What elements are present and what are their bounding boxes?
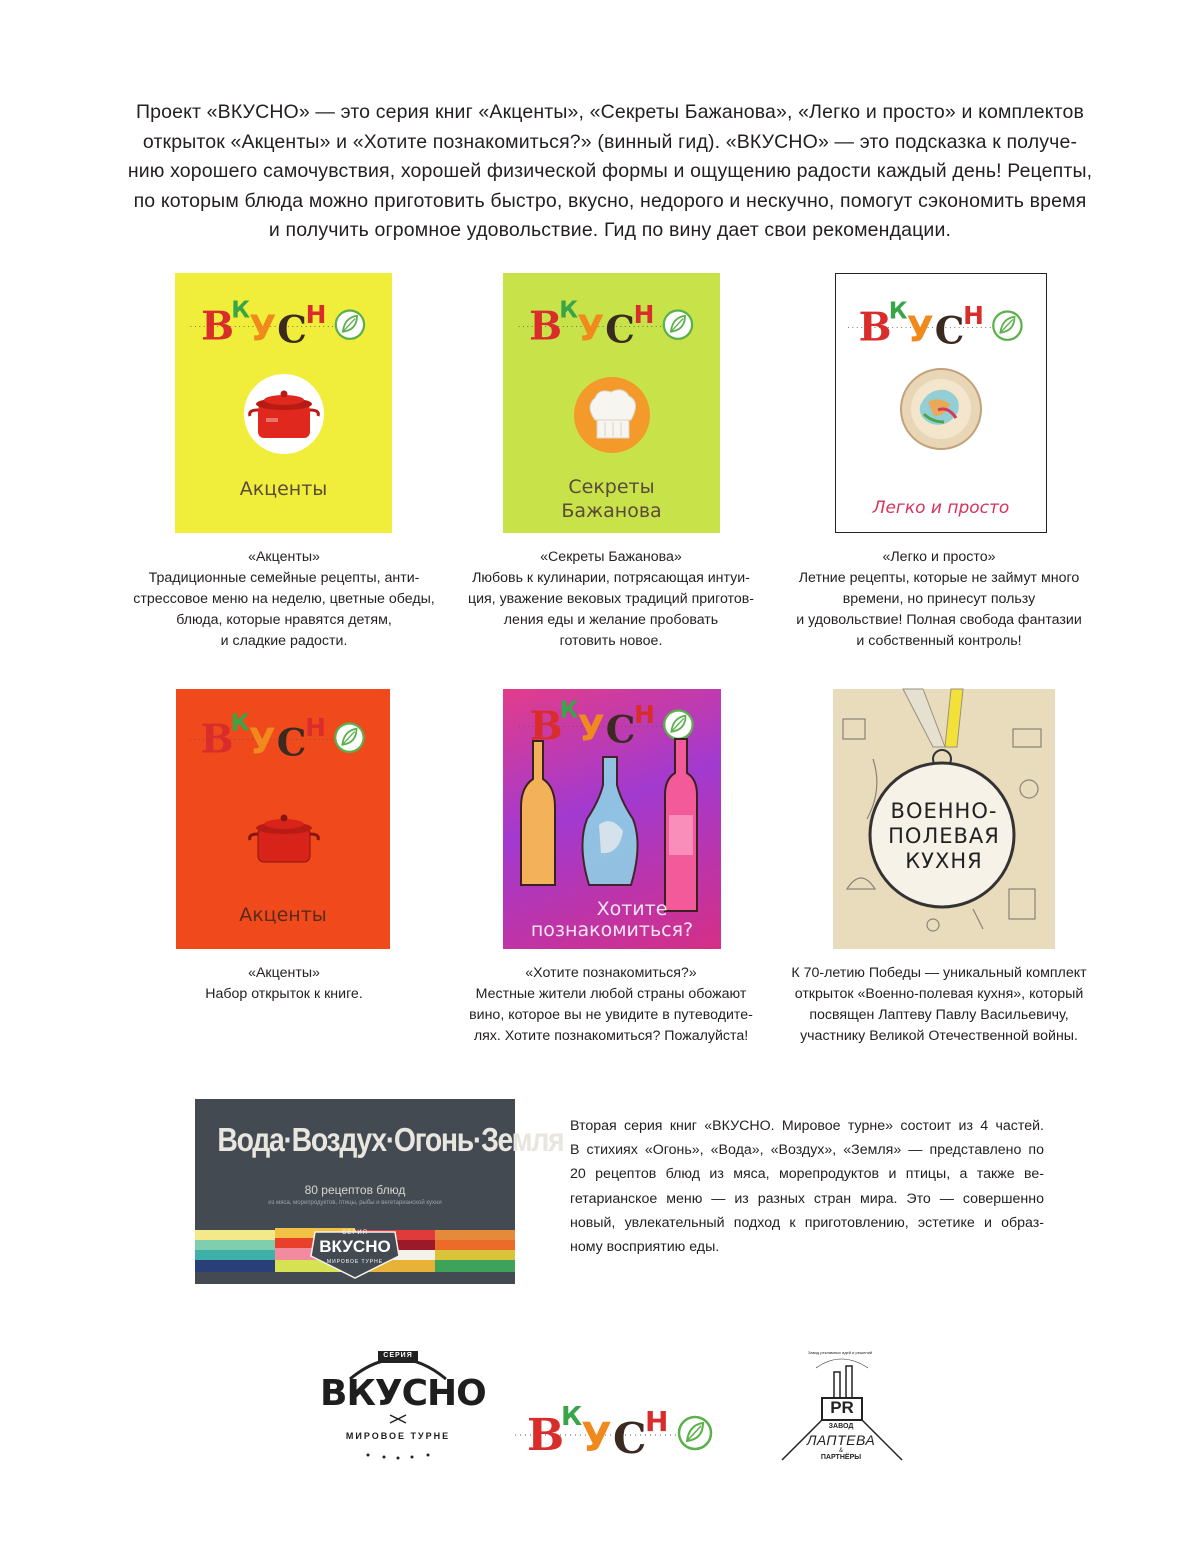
caption-title: «Акценты» [248,549,320,565]
caption-line: стрессовое меню на неделю, цветные обеды, [133,591,435,607]
caption-line: вино, которое вы не увидите в путеводите- [469,1007,753,1023]
caption-line: Любовь к кулинарии, потрясающая интуи- [472,570,750,586]
caption-title: «Акценты» [248,965,320,981]
caption-legko [779,547,1099,652]
cover-legko [835,273,1047,533]
cover-title [833,799,1055,874]
description-line: Вторая серия книг «ВКУСНО. Мировое турне» состоит из 4 частей. [570,1118,1044,1134]
cover-war-kitchen [833,689,1055,949]
logo-pr-name: ЛАПТЕВА [806,1432,876,1448]
cover-title-line: ВОЕННО- [890,799,998,823]
caption-line: Летние рецепты, которые не займут много [798,570,1080,586]
cover-title: Акценты [239,904,327,926]
caption-line: Традиционные семейные рецепты, анти- [148,570,420,586]
logo-pr-main: PR [830,1398,854,1417]
vkusno-logo [175,291,392,353]
description-line: В стихиях «Огонь», «Вода», «Воздух», «Земля» — представлено по [570,1142,1044,1159]
caption-line: лях. Хотите познакомиться? Пожалуйста! [473,1028,749,1044]
caption-war-kitchen [779,963,1099,1047]
caption-line: и сладкие радости. [220,633,348,649]
world-tour-description [570,1114,1044,1259]
plate-illustration [898,366,984,452]
logo-world-tour [320,1345,486,1465]
intro-line: и получить огромное удовольствие. Гид по вину дает свои рекомендации. [268,219,952,241]
caption-aktsenty-cards [124,963,444,1005]
cover-title-line: КУХНЯ [905,849,983,873]
logo-pr-arc: Завод рекламных идей и решений [807,1350,873,1355]
cover-title-line: ПОЛЕВАЯ [888,824,1000,848]
banner-badge-bottom: МИРОВОЕ ТУРНЕ [326,1259,384,1265]
logo-world-tour-top: СЕРИЯ [383,1352,413,1359]
pot-icon [243,797,325,879]
cover-aktsenty-book [175,273,392,533]
vkusno-logo [836,292,1046,354]
logo-world-tour-main: ВКУСНО [320,1373,486,1414]
cover-title: Легко и просто [872,498,1010,518]
caption-bazhanov [451,547,771,652]
intro-paragraph [100,98,1120,246]
logo-pr-zavod [776,1348,906,1468]
caption-title: «Легко и просто» [882,549,996,565]
intro-line: Проект «ВКУСНО» — это серия книг «Акценты», «Секреты Бажанова», «Легко и просто» и комплектов [135,101,1085,123]
caption-wine [451,963,771,1047]
banner-title: Вода·Воздух·Огонь·Земля [217,1121,564,1158]
caption-line: блюда, которые нравятся детям, [176,612,392,628]
cover-title [503,899,721,941]
vkusno-logo [503,291,720,353]
cover-title-line: Секреты [568,476,655,498]
caption-title: «Хотите познакомиться?» [525,965,697,981]
intro-line: по которым блюда можно приготовить быстро, вкусно, недорого и нескучно, помогут сэкономить время [133,189,1087,212]
banner-badge-main: ВКУСНО [319,1237,391,1256]
chef-hat-icon [573,376,651,454]
banner-subtitle: 80 рецептов блюд [304,1183,406,1197]
caption-line: участнику Великой Отечественной войны. [800,1028,1078,1044]
caption-line: Набор открыток к книге. [205,986,363,1002]
cover-wine [503,689,721,949]
caption-line: готовить новое. [559,633,663,649]
logo-world-tour-bottom: МИРОВОЕ ТУРНЕ [345,1431,451,1441]
description-line: новый, увлекательный подход к приготовлению, эстетике и образ- [570,1214,1044,1231]
logo-pr-partners: ПАРТНЁРЫ [820,1454,862,1461]
caption-line: ления еды и желание пробовать [503,612,719,628]
description-line: гетарианское меню — из разных стран мира. Это — совершенно [570,1190,1044,1207]
cover-title-line: Хотите [596,898,668,920]
caption-line: ция, уважение вековых традиций приготов- [467,591,755,607]
caption-title: «Секреты Бажанова» [540,549,682,565]
cover-title [503,475,720,523]
logo-pr-sub: ЗАВОД [828,1423,854,1430]
caption-line: К 70-летию Победы — уникальный комплект [791,965,1087,981]
caption-line: открыток «Военно-полевая кухня», который [794,986,1084,1002]
cover-title-line: Бажанова [561,500,662,522]
description-line: ному восприятию еды. [570,1238,720,1255]
pot-icon [243,373,325,455]
caption-line: времени, но принесут пользу [842,591,1036,607]
vkusno-logo [176,704,390,766]
cover-title-line: познакомиться? [530,919,694,941]
cover-bazhanov [503,273,720,533]
logo-vkusno [510,1395,730,1465]
caption-line: Местные жители любой страны обожают [475,986,747,1002]
description-line: 20 рецептов блюд из мяса, морепродуктов и птицы, а также ве- [570,1166,1044,1183]
caption-line: посвящен Лаптеву Павлу Васильевичу, [809,1007,1069,1023]
caption-aktsenty-book [124,547,444,652]
wine-bottles-illustration [503,735,721,925]
intro-line: открыток «Акценты» и «Хотите познакомиться?» (винный гид). «ВКУСНО» — это подсказка к получе- [142,130,1078,153]
intro-line: нию хорошего самочувствия, хорошей физической формы и ощущению радости каждый день! Рецепты, [127,160,1093,182]
caption-line: и собственный контроль! [856,633,1022,649]
logo-pr-and: & [838,1448,843,1454]
banner-badge-top: СЕРИЯ [342,1230,368,1236]
world-tour-banner [195,1099,564,1284]
caption-line: и удовольствие! Полная свобода фантазии [796,612,1082,628]
banner-subtitle-small: из мяса, морепродуктов, птицы, рыбы и вегетарианской кухни [268,1200,442,1206]
cover-title: Акценты [239,478,328,500]
cover-aktsenty-cards [176,689,390,949]
